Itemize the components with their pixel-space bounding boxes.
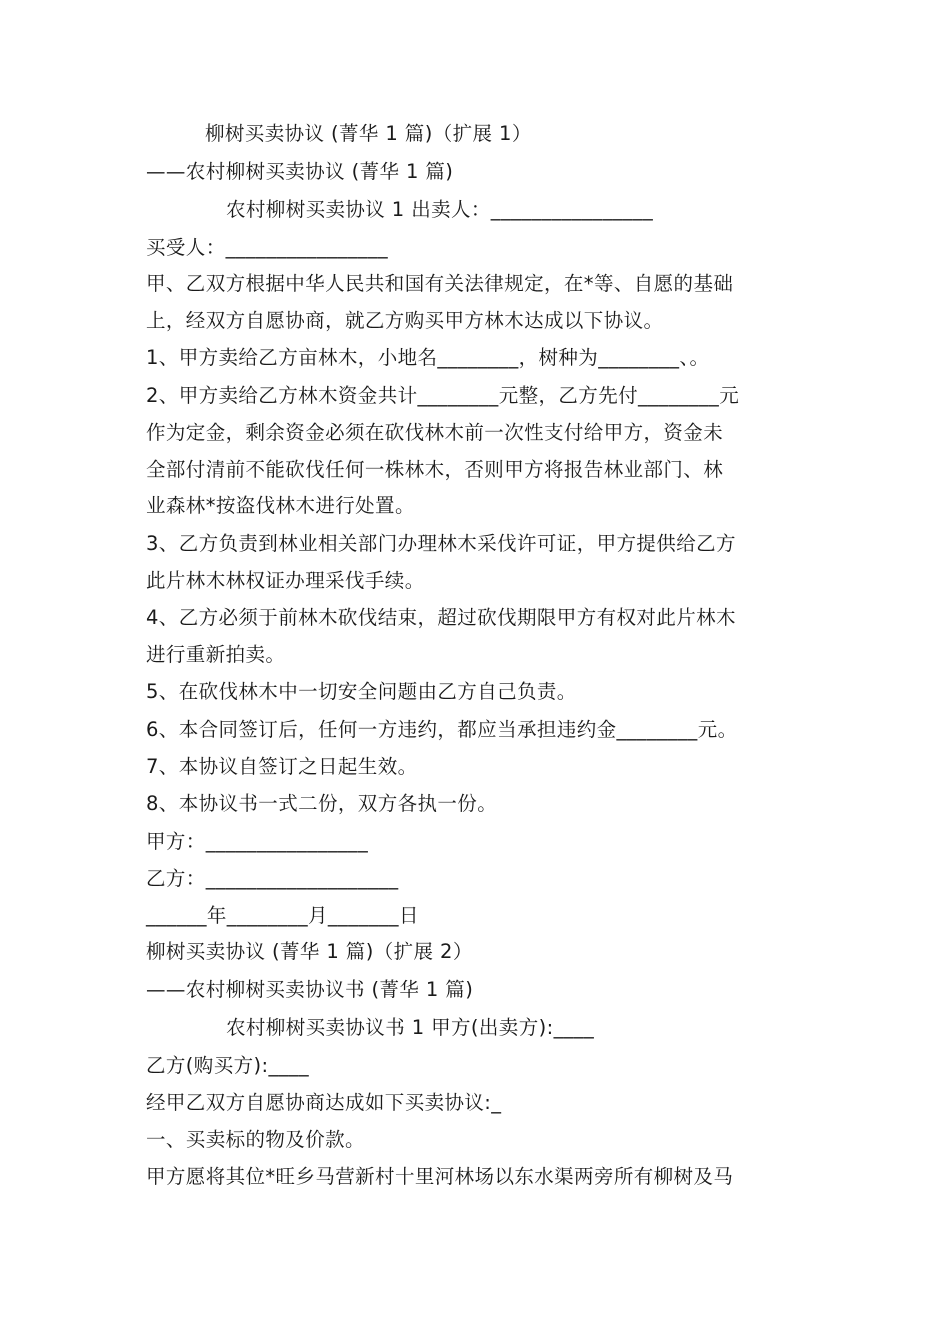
section-title-2: 柳树买卖协议 (菁华 1 篇)（扩展 2） xyxy=(146,940,473,963)
clause-5: 5、在砍伐林木中一切安全问题由乙方自己负责。 xyxy=(146,680,577,703)
seller-line: 农村柳树买卖协议 1 出卖人：________________ xyxy=(226,198,654,221)
clause-1: 1、甲方卖给乙方亩林木，小地名________，树种为________、。 xyxy=(146,346,710,369)
clause-4-cont: 进行重新拍卖。 xyxy=(146,643,286,666)
paragraph-line: 甲、乙双方根据中华人民共和国有关法律规定，在*等、自愿的基础 xyxy=(146,272,734,295)
clause-3-cont: 此片林木林权证办理采伐手续。 xyxy=(146,569,425,592)
section-subtitle-1: ——农村柳树买卖协议 (菁华 1 篇) xyxy=(146,160,454,183)
section-subtitle-2: ——农村柳树买卖协议书 (菁华 1 篇) xyxy=(146,978,474,1001)
clause-2-cont: 全部付清前不能砍伐任何一株林木，否则甲方将报告林业部门、林 xyxy=(146,458,724,481)
paragraph-line: 上，经双方自愿协商，就乙方购买甲方林木达成以下协议。 xyxy=(146,309,664,332)
party-a-seller-line: 农村柳树买卖协议书 1 甲方(出卖方):____ xyxy=(226,1016,595,1039)
clause-4: 4、乙方必须于前林木砍伐结束，超过砍伐期限甲方有权对此片林木 xyxy=(146,606,736,629)
clause-8: 8、本协议书一式二份，双方各执一份。 xyxy=(146,792,498,815)
party-a-signature: 甲方：________________ xyxy=(146,830,369,853)
paragraph-line: 甲方愿将其位*旺乡马营新村十里河林场以东水渠两旁所有柳树及马 xyxy=(146,1165,734,1188)
clause-2-cont: 作为定金，剩余资金必须在砍伐林木前一次性支付给甲方，资金未 xyxy=(146,421,724,444)
agreement-intro: 经甲乙双方自愿协商达成如下买卖协议:_ xyxy=(146,1091,502,1114)
clause-2: 2、甲方卖给乙方林木资金共计________元整，乙方先付________元 xyxy=(146,384,740,407)
clause-6: 6、本合同签订后，任何一方违约，都应当承担违约金________元。 xyxy=(146,718,738,741)
buyer-line: 买受人：________________ xyxy=(146,236,388,259)
clause-heading-1: 一、买卖标的物及价款。 xyxy=(146,1128,365,1151)
date-line: ______年________月_______日 xyxy=(146,904,419,927)
clause-7: 7、本协议自签订之日起生效。 xyxy=(146,755,418,778)
party-b-buyer-line: 乙方(购买方):____ xyxy=(146,1054,310,1077)
clause-3: 3、乙方负责到林业相关部门办理林木采伐许可证，甲方提供给乙方 xyxy=(146,532,736,555)
section-title-1: 柳树买卖协议 (菁华 1 篇)（扩展 1） xyxy=(205,122,532,145)
clause-2-cont: 业森林*按盗伐林木进行处置。 xyxy=(146,494,415,517)
party-b-signature: 乙方：___________________ xyxy=(146,867,399,890)
